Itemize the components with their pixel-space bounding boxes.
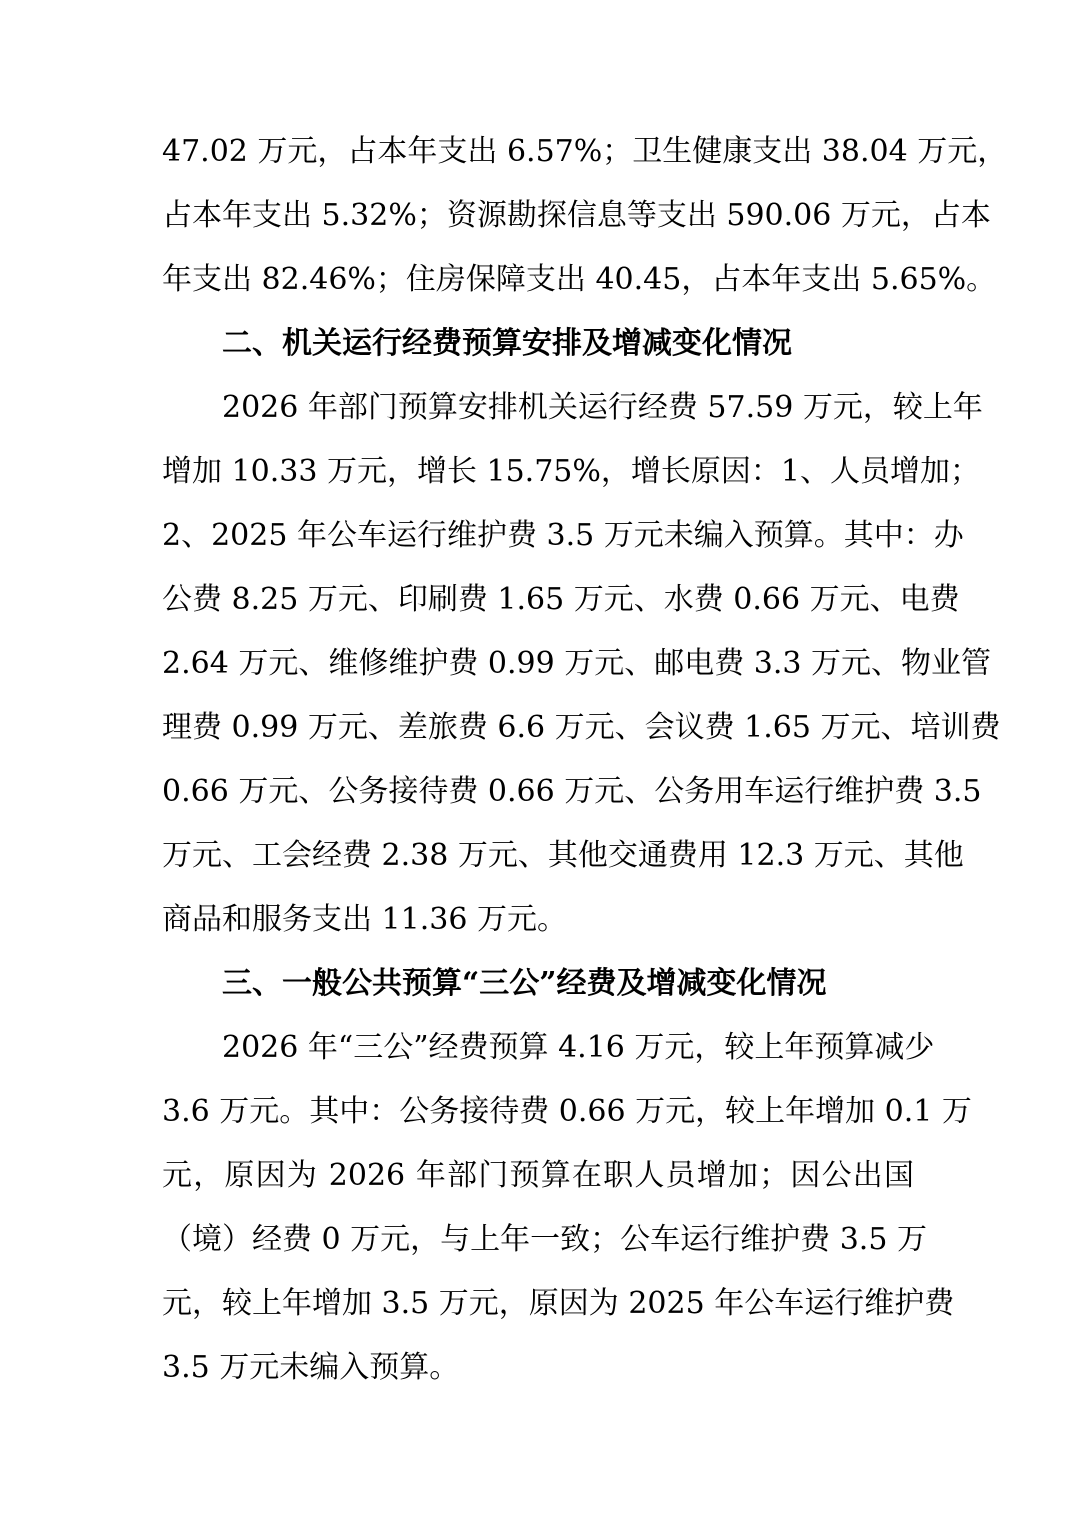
document-page [162,120,1008,1400]
text-line: 增加 10.33 万元，增长 15.75%，增长原因：1、人员增加； [162,454,980,489]
text-line: 2026 年部门预算安排机关运行经费 57.59 万元，较上年 [222,390,983,425]
paragraph-operating-funds [162,376,1001,952]
section-heading-three-public-funds: 三、一般公共预算“三公”经费及增减变化情况 [222,966,827,1001]
text-line: 元，原因为 2026 年部门预算在职人员增加；因公出国 [162,1158,914,1193]
text-line: 公费 8.25 万元、印刷费 1.65 万元、水费 0.66 万元、电费 [162,582,960,617]
text-line: 0.66 万元、公务接待费 0.66 万元、公务用车运行维护费 3.5 [162,774,982,809]
text-line: 2026 年“三公”经费预算 4.16 万元，较上年预算减少 [222,1030,935,1065]
text-line: 3.6 万元。其中：公务接待费 0.66 万元，较上年增加 0.1 万 [162,1094,972,1129]
text-line: 元，较上年增加 3.5 万元，原因为 2025 年公车运行维护费 [162,1286,955,1321]
text-line: 理费 0.99 万元、差旅费 6.6 万元、会议费 1.65 万元、培训费 [162,710,1001,745]
paragraph-expenditure-breakdown [162,120,1008,312]
paragraph-three-public-funds [162,1016,972,1400]
text-line: 年支出 82.46%；住房保障支出 40.45，占本年支出 5.65%。 [162,262,997,297]
text-line: （境）经费 0 万元，与上年一致；公车运行维护费 3.5 万 [162,1222,927,1257]
text-line: 3.5 万元未编入预算。 [162,1350,460,1385]
text-line: 商品和服务支出 11.36 万元。 [162,902,567,937]
text-line: 万元、工会经费 2.38 万元、其他交通费用 12.3 万元、其他 [162,838,964,873]
section-heading-operating-funds: 二、机关运行经费预算安排及增减变化情况 [222,326,792,361]
text-line: 2.64 万元、维修维护费 0.99 万元、邮电费 3.3 万元、物业管 [162,646,991,681]
text-line: 2、2025 年公车运行维护费 3.5 万元未编入预算。其中：办 [162,518,964,553]
text-line: 47.02 万元，占本年支出 6.57%；卫生健康支出 38.04 万元， [162,134,1008,169]
text-line: 占本年支出 5.32%；资源勘探信息等支出 590.06 万元，占本 [162,198,991,233]
